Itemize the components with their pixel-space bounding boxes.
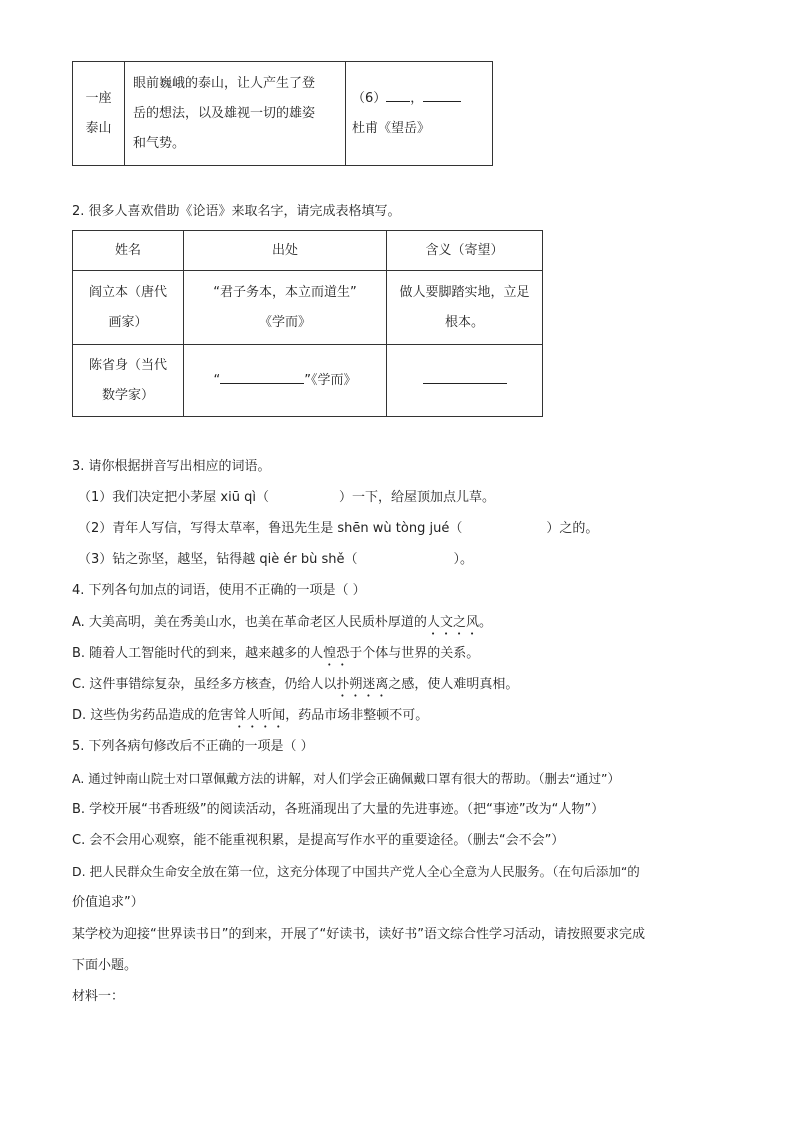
intro-line-2: 下面小题。 [72, 958, 138, 973]
answer-source: 杜甫《望岳》 [352, 120, 431, 136]
row1-name-line-1: 阎立本（唐代 [88, 284, 167, 300]
row2-quote-close: ”《学而》 [304, 372, 357, 388]
row2-name-line-2: 数学家） [101, 387, 154, 403]
row1-name-line-2: 画家） [108, 314, 148, 330]
question-3-item-2 [78, 521, 598, 537]
row2-source-cell [184, 345, 387, 417]
option-a-dotted-word: 人文之风 [426, 615, 479, 630]
description-line-3: 和气势。 [133, 135, 186, 151]
row2-source-blank[interactable] [220, 371, 304, 384]
option-a-end: 。 [478, 615, 492, 630]
answer-number: （6） [352, 90, 387, 106]
answer-cell [346, 62, 493, 166]
question-3-item-3 [78, 552, 473, 568]
row1-source-line-2: 《学而》 [258, 314, 311, 330]
row1-name-cell [73, 271, 184, 345]
item-1-prompt: （1）我们决定把小茅屋 xiū qì（ [78, 490, 269, 505]
question-5-stem: 5. 下列各病句修改后不正确的一项是（ ） [72, 739, 314, 754]
row2-name-line-1: 陈省身（当代 [88, 357, 167, 373]
question-5-option-a[interactable]: A. 通过钟南山院士对口罩佩戴方法的讲解，对人们学会正确佩戴口罩有很大的帮助。（删去“通过”） [72, 771, 620, 786]
question-4-option-b[interactable] [72, 646, 479, 669]
row1-source-line-1: “君子务本，本立而道生” [213, 284, 357, 300]
answer-line [352, 84, 492, 114]
item-2-rest: ）之的。 [546, 521, 599, 536]
row-label-cell [73, 62, 125, 166]
question-5-option-d[interactable]: D. 把人民群众生命安全放在第一位，这充分体现了中国共产党人全心全意为人民服务。（在句后添加“的 [72, 864, 640, 879]
row-label-line-2: 泰山 [85, 120, 112, 136]
header-name: 姓名 [73, 231, 184, 271]
item-3-rest: ）。 [453, 552, 474, 567]
row1-meaning-line-2: 根本。 [444, 314, 484, 330]
item-2-prompt: （2）青年人写信，写得太草率，鲁迅先生是 shēn wù tòng jué（ [78, 521, 463, 536]
question-4-option-d[interactable] [72, 708, 428, 731]
row2-quote-open: “ [213, 372, 221, 388]
answer-blank-1[interactable] [386, 89, 410, 102]
question-3-item-1 [78, 490, 495, 506]
row1-meaning-line-1: 做人要脚踏实地，立足 [399, 284, 530, 300]
row1-meaning-cell [387, 271, 543, 345]
row1-source-cell [184, 271, 387, 345]
question-5-option-c[interactable]: C. 会不会用心观察，能不能重视积累，是提高写作水平的重要途径。（删去“会不会”） [72, 833, 565, 848]
poem-table [72, 61, 493, 166]
row2-meaning-cell [387, 345, 543, 417]
option-b-end: 于个体与世界的关系。 [349, 646, 480, 661]
option-c-dotted-word: 扑朔迷离 [336, 677, 389, 692]
row2-name-cell [73, 345, 184, 417]
option-c-text: C. 这件事错综复杂，虽经多方核查，仍给人以 [72, 677, 337, 692]
option-a-text: A. 大美高明，美在秀美山水，也美在革命老区人民质朴厚道的 [72, 615, 427, 630]
option-d-text: D. 这些伪劣药品造成的危害 [72, 708, 234, 723]
question-5-option-b[interactable]: B. 学校开展“书香班级”的阅读活动，各班涌现出了大量的先进事迹。（把“事迹”改为“人物”） [72, 802, 605, 817]
header-meaning: 含义（寄望） [387, 231, 543, 271]
option-d-dotted-word: 耸人听闻 [233, 708, 286, 723]
option-d-end: ，药品市场非整顿不可。 [285, 708, 429, 723]
header-source: 出处 [184, 231, 387, 271]
question-2-text: 2. 很多人喜欢借助《论语》来取名字，请完成表格填写。 [72, 204, 401, 219]
description-cell [125, 62, 346, 166]
row2-meaning-blank[interactable] [423, 371, 507, 384]
material-one-label: 材料一： [72, 989, 125, 1004]
option-b-dotted-word: 惶恐 [323, 646, 350, 661]
question-4-option-c[interactable] [72, 677, 518, 700]
description-line-1: 眼前巍峨的泰山，让人产生了登 [133, 75, 316, 91]
question-3-text: 3. 请你根据拼音写出相应的词语。 [72, 459, 271, 474]
name-table [72, 230, 543, 417]
question-4-option-a[interactable] [72, 615, 492, 638]
item-1-rest: ）一下，给屋顶加点儿草。 [338, 490, 495, 505]
item-3-prompt: （3）钻之弥坚，越坚，钻得越 qiè ér bù shě（ [78, 552, 358, 567]
question-5-option-d-cont: 价值追求”） [72, 895, 144, 910]
row-label-line-1: 一座 [85, 90, 112, 106]
answer-separator: ， [410, 90, 424, 106]
question-4-stem: 4. 下列各句加点的词语，使用不正确的一项是（ ） [72, 583, 366, 598]
option-c-end: 之感，使人难明真相。 [388, 677, 519, 692]
description-line-2: 岳的想法，以及雄视一切的雄姿 [133, 105, 316, 121]
intro-line-1: 某学校为迎接“世界读书日”的到来，开展了“好读书，读好书”语文综合性学习活动，请按照要求完成 [72, 927, 645, 942]
answer-blank-2[interactable] [423, 89, 461, 102]
option-b-text: B. 随着人工智能时代的到来，越来越多的人 [72, 646, 324, 661]
